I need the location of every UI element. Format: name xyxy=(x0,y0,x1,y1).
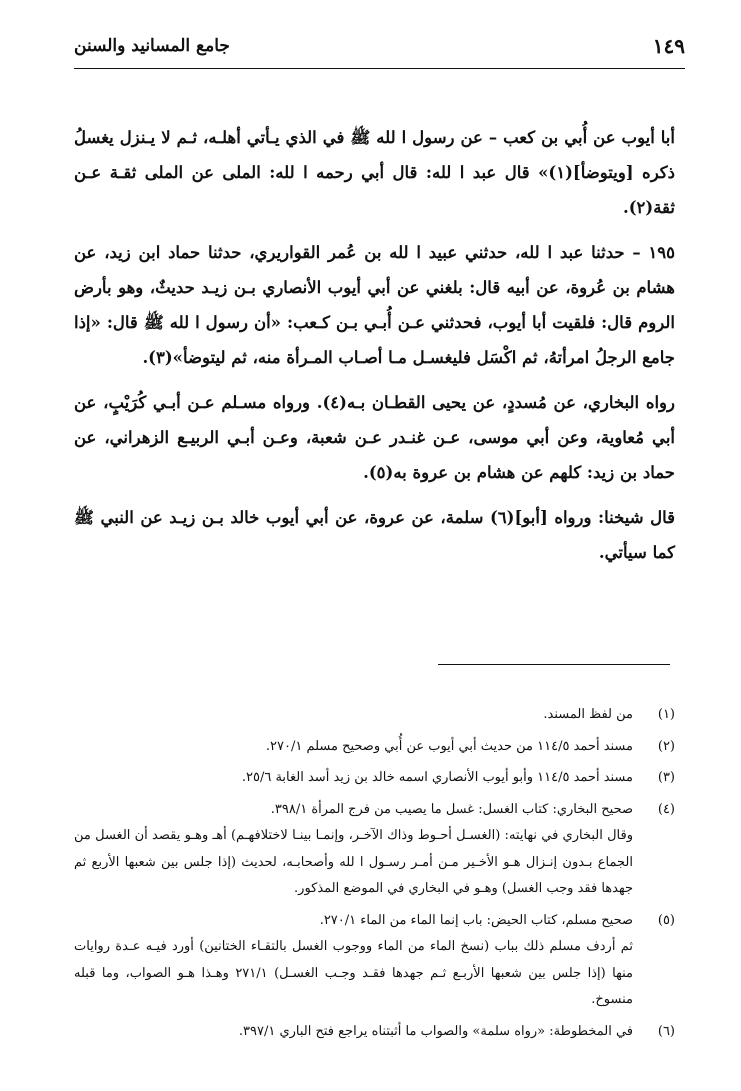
footnote-number: (٢) xyxy=(657,738,675,754)
page-number: ١٤٩ xyxy=(652,34,685,58)
footnote xyxy=(74,702,675,729)
footnote-text xyxy=(74,765,633,792)
footnote xyxy=(74,1019,675,1046)
footnote-line: صحيح مسلم، كتاب الحيض: باب إنما الماء من الماء ٢٧٠/١. xyxy=(319,912,633,928)
footnotes xyxy=(74,702,675,1050)
footnote-number: (٥) xyxy=(657,912,675,928)
footnote-text xyxy=(74,908,633,1014)
footnote xyxy=(74,734,675,761)
footnote-line: وقال البخاري في نهايته: (الغسـل أحـوط وذاك الآخـر، وإنمـا بينـا لاختلافهـم) أهـ وهـو يقصد أن الغسل من الجماع بـدون إنـزال هـو الأخـير مـن أمـر رسـول ا لله وأصحابـه، لحديث (إذا جلس بين شعبها الأربع ثم جهدها فقد وجب الغسل) وهـو في البخاري في الموضع المذكور. xyxy=(74,828,633,896)
footnote-separator xyxy=(438,664,670,665)
footnote-text xyxy=(74,734,633,761)
paragraph: قال شيخنا: ورواه [أبو](٦) سلمة، عن عروة، عن أبي أيوب خالد بـن زيـد عن النبي ﷺ كما سيأتي. xyxy=(74,508,675,562)
footnote-line: من لفظ المسند. xyxy=(543,707,633,722)
hadith-paragraph: ١٩٥ – حدثنا عبد ا لله، حدثني عبيد ا لله بن عُمر القواريري، حدثنا حماد ابن زيد، عن هشام بن عُروة، عن أبيه قال: بلغني عن أبي أيوب الأنصاري بـن زيـد حديثٌ، وهو بأرض الروم قال: فلقيت أبا أيوب، فحدثني عـن أُبـي بـن كـعب: «أن رسول ا لله ﷺ قال: «إذا جامع الرجلُ امرأتهُ، ثم اكْسَل فليغسـل مـا أصـاب المـرأة منه، ثم ليتوضأ»(٣). xyxy=(74,243,675,367)
footnote xyxy=(74,908,675,1014)
header-rule xyxy=(74,68,685,69)
footnote-number: (٤) xyxy=(657,801,675,817)
footnote-line: ثم أردف مسلم ذلك بباب (نسخ الماء من الماء ووجوب الغسل بالتقـاء الختانين) أورد فيـه عـدة روايات منها (إذا جلس بين شعبها الأربـع ثـم جهدها فقـد وجـب الغسـل) ٢٧١/١ وهـذا هـو الصواب، وما قبله منسوخ. xyxy=(74,939,633,1007)
footnote-text xyxy=(74,702,633,729)
footnote-line: مسند أحمد ١١٤/٥ وأبو أيوب الأنصاري اسمه خالد بن زيد أسد الغابة ٢٥/٦. xyxy=(241,770,633,785)
footnote-text xyxy=(74,797,633,903)
footnote-text xyxy=(74,1019,633,1046)
footnote xyxy=(74,797,675,903)
footnote xyxy=(74,765,675,792)
footnote-line: في المخطوطة: «رواه سلمة» والصواب ما أثبتناه يراجع فتح الباري ٣٩٧/١. xyxy=(238,1023,633,1039)
book-title: جامع المسانيد والسنن xyxy=(74,36,230,56)
paragraph: رواه البخاري، عن مُسددٍ، عن يحيى القطـان بـه(٤). ورواه مسـلم عـن أبـي كُرَيْبٍ، عن أبي مُعاوية، وعن أبي موسى، عـن غنـدر عـن شعبة، وعـن أبـي الربيـع الزهراني، عن حماد بن زيد: كلهم عن هشام بن عروة به(٥). xyxy=(74,393,675,482)
footnote-line: صحيح البخاري: كتاب الغسل: غسل ما يصيب من فرج المرأة ٣٩٨/١. xyxy=(270,801,633,817)
footnote-line: مسند أحمد ١١٤/٥ من حديث أبي أيوب عن أُبي وصحيح مسلم ٢٧٠/١. xyxy=(265,738,633,754)
footnote-number: (٦) xyxy=(657,1023,675,1039)
footnote-number: (٣) xyxy=(657,770,675,785)
main-text xyxy=(74,120,675,580)
running-header xyxy=(74,34,685,68)
paragraph: أبا أيوب عن أُبي بن كعب – عن رسول ا لله ﷺ في الذي يـأتي أهلـه، ثـم لا يـنزل يغسلُ ذكره [ويتوضأ](١)» قال عبد ا لله: قال أبي رحمه ا لله: الملى عن الملى ثقـة عـن ثقة(٢). xyxy=(74,128,676,217)
footnote-number: (١) xyxy=(657,707,675,722)
